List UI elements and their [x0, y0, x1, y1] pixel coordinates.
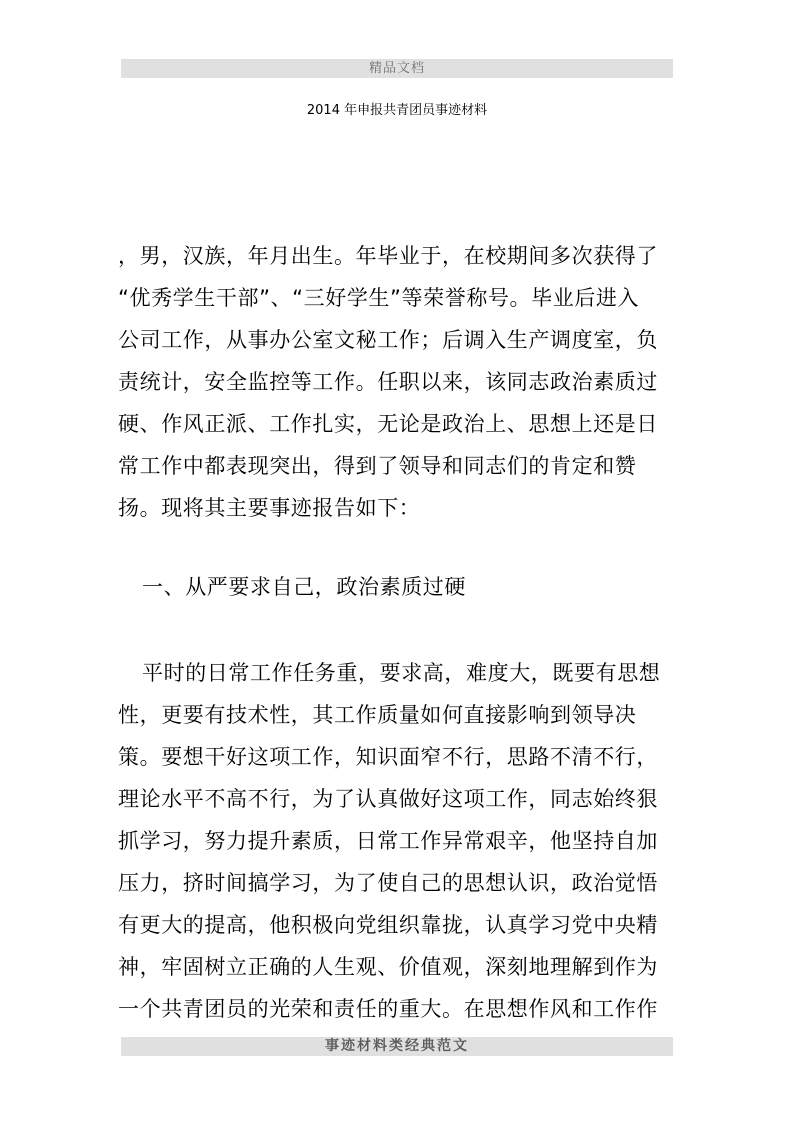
paragraph-line: 策。要想干好这项工作，知识面窄不行，思路不清不行，: [118, 745, 658, 769]
footer-watermark-band: [121, 1037, 673, 1056]
paragraph-line: 责统计，安全监控等工作。任职以来，该同志政治素质过: [118, 370, 658, 394]
header-watermark-band: [121, 59, 673, 78]
section-heading-1: [118, 566, 466, 608]
paragraph-intro: [118, 235, 663, 529]
paragraph-line: 一个共青团员的光荣和责任的重大。在思想作风和工作作: [118, 997, 658, 1021]
paragraph-line: 性，更要有技术性，其工作质量如何直接影响到领导决: [118, 703, 637, 727]
footer-watermark-label: 事迹材料类经典范文: [325, 1038, 469, 1054]
paragraph-line: 公司工作，从事办公室文秘工作；后调入生产调度室，负: [118, 328, 658, 352]
paragraph-line: 硬、作风正派、工作扎实，无论是政治上、思想上还是日: [118, 412, 658, 436]
paragraph-line: 压力，挤时间搞学习，为了使自己的思想认识，政治觉悟: [118, 871, 658, 895]
paragraph-line: 神，牢固树立正确的人生观、价值观，深刻地理解到作为: [118, 955, 658, 979]
paragraph-line: 有更大的提高，他积极向党组织靠拢，认真学习党中央精: [118, 913, 658, 937]
paragraph-line: 常工作中都表现突出，得到了领导和同志们的肯定和赞: [118, 454, 637, 478]
paragraph-line: “优秀学生干部”、“三好学生”等荣誉称号。毕业后进入: [118, 286, 640, 310]
paragraph-line: 抓学习，努力提升素质，日常工作异常艰辛，他坚持自加: [118, 829, 658, 853]
paragraph-line: 扬。现将其主要事迹报告如下：: [118, 496, 421, 520]
paragraph-line: 平时的日常工作任务重，要求高，难度大，既要有思想: [142, 661, 661, 685]
document-title: 2014 年申报共青团员事迹材料: [306, 103, 488, 118]
paragraph-line: 理论水平不高不行，为了认真做好这项工作，同志始终狠: [118, 787, 658, 811]
header-watermark-label: 精品文档: [368, 61, 425, 76]
paragraph-section-1: [118, 652, 663, 1030]
paragraph-line: ，男，汉族，年月出生。年毕业于，在校期间多次获得了: [118, 244, 658, 268]
section-heading-text: 一、从严要求自己，政治素质过硬: [142, 575, 466, 599]
